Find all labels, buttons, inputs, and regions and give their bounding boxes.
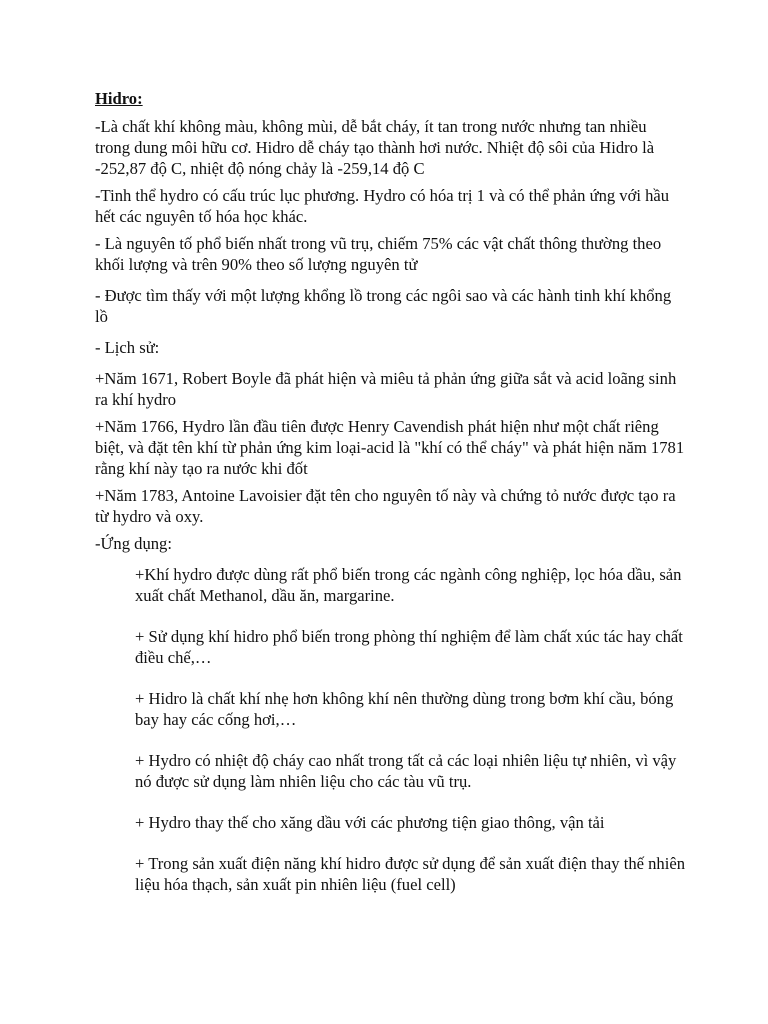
application-item: + Hydro thay thế cho xăng dầu với các phương tiện giao thông, vận tải xyxy=(135,813,605,832)
application-item: + Sử dụng khí hidro phổ biến trong phòng thí nghiệm để làm chất xúc tác hay chất điều chế,… xyxy=(135,627,683,667)
application-item: +Khí hydro được dùng rất phổ biến trong các ngành công nghiệp, lọc hóa dầu, sản xuất chất Methanol, dầu ăn, margarine. xyxy=(135,565,682,605)
history-item-1671: +Năm 1671, Robert Boyle đã phát hiện và miêu tả phản ứng giữa sắt và acid loãng sinh ra khí hydro xyxy=(95,369,677,409)
application-item: + Hidro là chất khí nhẹ hơn không khí nên thường dùng trong bơm khí cầu, bóng bay hay các cống hơi,… xyxy=(135,689,674,729)
section-history-heading: - Lịch sử: xyxy=(95,338,160,357)
application-item: + Hydro có nhiệt độ cháy cao nhất trong tất cả các loại nhiên liệu tự nhiên, vì vậy nó được sử dụng làm nhiên liệu cho các tàu vũ trụ. xyxy=(135,751,677,791)
paragraph-found-in-stars: - Được tìm thấy với một lượng khổng lồ trong các ngôi sao và các hành tinh khí khổng lồ xyxy=(95,286,672,326)
paragraph-properties: -Là chất khí không màu, không mùi, dễ bắt cháy, ít tan trong nước nhưng tan nhiều trong dung môi hữu cơ. Hidro dễ cháy tạo thành hơi nước. Nhiệt độ sôi của Hidro là -252,87 độ C, nhiệt độ nóng chảy là -259,14 độ C xyxy=(95,117,655,178)
document-body xyxy=(95,88,685,915)
paragraph-crystal: -Tinh thể hydro có cấu trúc lục phương. Hydro có hóa trị 1 và có thể phản ứng với hầu hết các nguyên tố hóa học khác. xyxy=(95,186,670,226)
application-item: + Trong sản xuất điện năng khí hidro được sử dụng để sản xuất điện thay thế nhiên liệu hóa thạch, sản xuất pin nhiên liệu (fuel cell) xyxy=(135,854,685,894)
section-applications-heading: -Ứng dụng: xyxy=(95,534,172,553)
history-item-1783: +Năm 1783, Antoine Lavoisier đặt tên cho nguyên tố này và chứng tỏ nước được tạo ra từ hydro và oxy. xyxy=(95,486,676,526)
document-title: Hidro: xyxy=(95,89,143,108)
paragraph-abundance: - Là nguyên tố phổ biến nhất trong vũ trụ, chiếm 75% các vật chất thông thường theo khối lượng và trên 90% theo số lượng nguyên tử xyxy=(95,234,662,274)
history-item-1766: +Năm 1766, Hydro lần đầu tiên được Henry Cavendish phát hiện như một chất riêng biệt, và đặt tên khí từ phản ứng kim loại-acid là "khí có thể cháy" và phát hiện năm 1781 rằng khí này tạo ra nước khi đốt xyxy=(95,417,685,478)
